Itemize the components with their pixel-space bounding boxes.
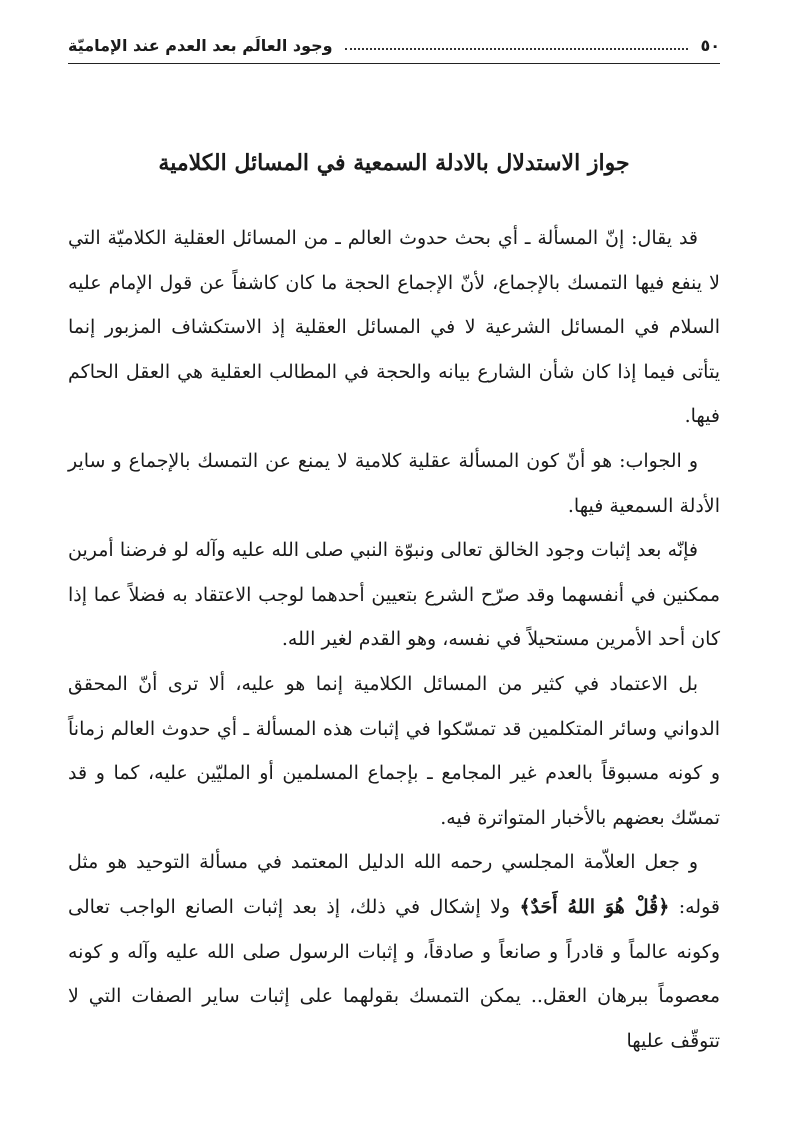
paragraph: و الجواب: هو أنّ كون المسألة عقلية كلامية لا يمنع عن التمسك بالإجماع و ساير الأدلة السمعية فيها. [68, 449, 720, 517]
paragraph: فإنّه بعد إثبات وجود الخالق تعالى ونبوّة النبي صلى الله عليه وآله لو فرضنا أمرين ممكنين في أنفسهما وقد صرّح الشرع بتعيين أحدهما لوجب الاعتقاد به فضلاً عما إذا كان أحد الأمرين مستحيلاً في نفسه، وهو القدم لغير الله. [68, 539, 720, 651]
paragraph-text: و جعل العلاّمة المجلسي رحمه الله الدليل المعتمد في مسألة التوحيد هو مثل قوله: [68, 851, 720, 918]
running-title: وجود العالَم بعد العدم عند الإماميّة [68, 35, 333, 55]
dotted-leader [345, 48, 689, 50]
quran-verse: ﴿قُلْ هُوَ اللهُ أَحَدٌ﴾ [519, 895, 670, 918]
paragraph [68, 840, 720, 1063]
paragraph: قد يقال: إنّ المسألة ـ أي بحث حدوث العالم ـ من المسائل العقلية الكلاميّة التي لا ينفع فيها التمسك بالإجماع، لأنّ الإجماع الحجة ما كان كاشفاً عن قول الإمام عليه السلام في المسائل الشرعية لا في المسائل العقلية إذ الاستكشاف المزبور إنما يتأتى فيما إذا كان شأن الشارع بيانه والحجة في المطالب العقلية هي العقل الحاكم فيها. [68, 227, 720, 428]
page-number: ٥٠ [700, 35, 720, 55]
header-rule [68, 63, 720, 64]
section-title: جواز الاستدلال بالادلة السمعية في المسائل الكلامية [158, 150, 630, 176]
body-text [68, 216, 720, 1063]
paragraph-text: ولا إشكال في ذلك، إذ بعد إثبات الصانع الواجب تعالى وكونه عالماً و قادراً و صانعاً و صادقاً، و إثبات الرسول صلى الله عليه وآله و كونه معصوماً ببرهان العقل.. يمكن التمسك بقولهما على إثبات ساير الصفات التي لا تتوقّف عليها [68, 895, 720, 1052]
paragraph: بل الاعتماد في كثير من المسائل الكلامية إنما هو عليه، ألا ترى أنّ المحقق الدواني وسائر المتكلمين قد تمسّكوا في إثبات هذه المسألة ـ أي حدوث العالم زماناً و كونه مسبوقاً بالعدم غير المجامع ـ بإجماع المسلمين أو المليّين عليه، كما و قد تمسّك بعضهم بالأخبار المتواترة فيه. [68, 672, 720, 829]
page-header [68, 30, 720, 60]
